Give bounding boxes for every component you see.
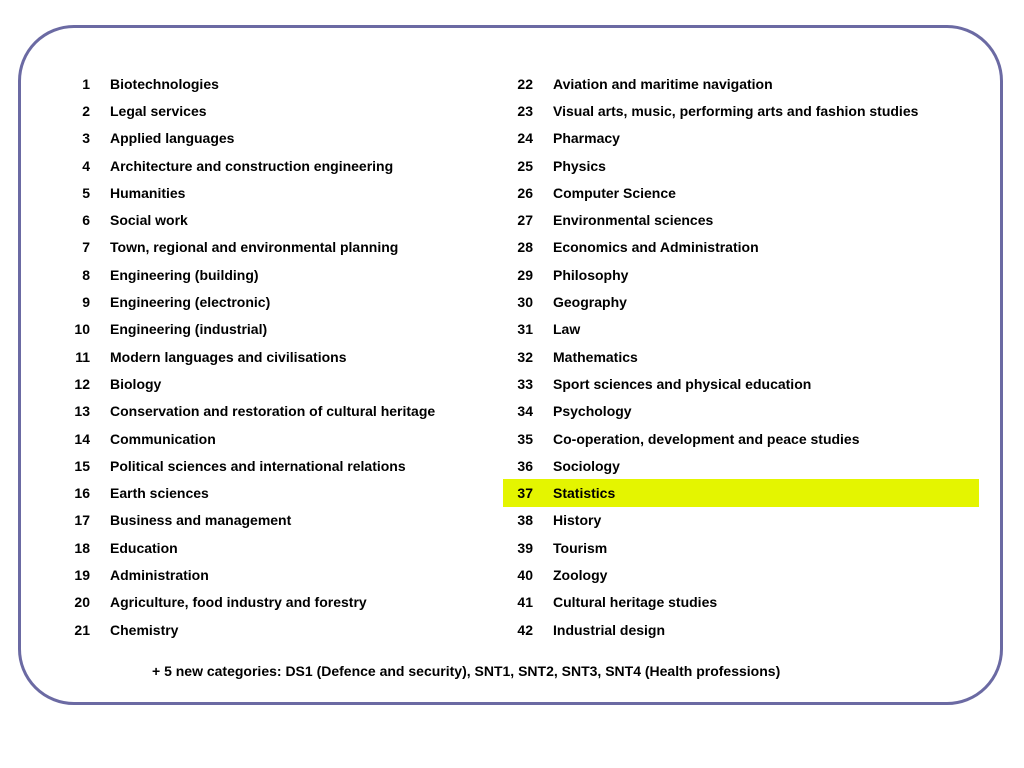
category-label: Visual arts, music, performing arts and fashion studies bbox=[553, 102, 919, 119]
category-number: 36 bbox=[517, 457, 533, 474]
category-row bbox=[503, 316, 979, 343]
category-label: Education bbox=[110, 539, 178, 556]
category-label: Computer Science bbox=[553, 184, 676, 201]
category-label: Co-operation, development and peace studies bbox=[553, 430, 860, 447]
category-row bbox=[60, 616, 480, 643]
category-number: 22 bbox=[517, 75, 533, 92]
category-number: 13 bbox=[74, 403, 90, 420]
category-label: Pharmacy bbox=[553, 130, 620, 147]
category-label: Industrial design bbox=[553, 621, 666, 638]
category-number: 15 bbox=[74, 457, 90, 474]
category-row bbox=[60, 425, 480, 452]
category-row bbox=[60, 70, 480, 97]
category-label: Aviation and maritime navigation bbox=[553, 75, 773, 92]
category-label: Administration bbox=[110, 566, 209, 583]
category-label: Tourism bbox=[553, 539, 608, 556]
category-row bbox=[60, 125, 480, 152]
category-row bbox=[60, 261, 480, 288]
category-row bbox=[503, 179, 979, 206]
category-row bbox=[503, 425, 979, 452]
category-label: Social work bbox=[110, 212, 188, 229]
category-number: 7 bbox=[82, 239, 90, 256]
category-label: Geography bbox=[553, 294, 627, 311]
category-row bbox=[60, 589, 480, 616]
category-label: Physics bbox=[553, 157, 606, 174]
category-number: 28 bbox=[517, 239, 533, 256]
category-row bbox=[503, 343, 979, 370]
category-label: Engineering (building) bbox=[110, 266, 259, 283]
category-number: 39 bbox=[517, 539, 533, 556]
category-row bbox=[503, 206, 979, 233]
category-number: 20 bbox=[74, 594, 90, 611]
category-label: Agriculture, food industry and forestry bbox=[110, 594, 367, 611]
category-row bbox=[503, 398, 979, 425]
category-label: History bbox=[553, 512, 602, 529]
category-number: 31 bbox=[517, 321, 533, 338]
category-number: 33 bbox=[517, 375, 533, 392]
category-label: Statistics bbox=[553, 485, 616, 502]
category-label: Business and management bbox=[110, 512, 292, 529]
category-label: Biotechnologies bbox=[110, 75, 219, 92]
category-number: 1 bbox=[82, 75, 90, 92]
category-row bbox=[60, 479, 480, 506]
category-number: 12 bbox=[74, 375, 90, 392]
category-label: Conservation and restoration of cultural heritage bbox=[110, 403, 436, 420]
category-number: 2 bbox=[82, 102, 90, 119]
category-label: Sociology bbox=[553, 457, 620, 474]
category-number: 21 bbox=[74, 621, 90, 638]
category-label: Law bbox=[553, 321, 581, 338]
category-label: Environmental sciences bbox=[553, 212, 714, 229]
category-number: 41 bbox=[517, 594, 533, 611]
footer-note: + 5 new categories: DS1 (Defence and security), SNT1, SNT2, SNT3, SNT4 (Health professions) bbox=[152, 663, 781, 679]
category-number: 26 bbox=[517, 184, 533, 201]
category-number: 35 bbox=[517, 430, 533, 447]
category-row bbox=[60, 179, 480, 206]
category-label: Communication bbox=[110, 430, 216, 447]
category-number: 34 bbox=[517, 403, 533, 420]
category-label: Architecture and construction engineering bbox=[110, 157, 394, 174]
category-number: 40 bbox=[517, 566, 533, 583]
category-number: 29 bbox=[517, 266, 533, 283]
category-label: Economics and Administration bbox=[553, 239, 759, 256]
category-label: Engineering (industrial) bbox=[110, 321, 268, 338]
category-number: 8 bbox=[82, 266, 90, 283]
category-row bbox=[503, 452, 979, 479]
category-row bbox=[60, 398, 480, 425]
category-row bbox=[60, 534, 480, 561]
category-number: 27 bbox=[517, 212, 533, 229]
category-number: 30 bbox=[517, 294, 533, 311]
category-number: 14 bbox=[74, 430, 90, 447]
category-number: 23 bbox=[517, 102, 533, 119]
category-row bbox=[60, 561, 480, 588]
category-number: 25 bbox=[517, 157, 533, 174]
category-number: 17 bbox=[74, 512, 90, 529]
category-row bbox=[503, 97, 979, 124]
category-row bbox=[60, 452, 480, 479]
category-label: Biology bbox=[110, 375, 162, 392]
category-row bbox=[503, 507, 979, 534]
category-number: 42 bbox=[517, 621, 533, 638]
category-number: 37 bbox=[517, 485, 533, 502]
category-row bbox=[60, 343, 480, 370]
category-label: Humanities bbox=[110, 184, 186, 201]
category-row bbox=[60, 288, 480, 315]
category-row bbox=[503, 70, 979, 97]
category-number: 38 bbox=[517, 512, 533, 529]
category-row bbox=[60, 316, 480, 343]
category-label: Earth sciences bbox=[110, 485, 209, 502]
category-label: Chemistry bbox=[110, 621, 179, 638]
category-label: Philosophy bbox=[553, 266, 629, 283]
category-row bbox=[503, 561, 979, 588]
category-row bbox=[503, 370, 979, 397]
category-label: Political sciences and international relations bbox=[110, 457, 406, 474]
category-number: 5 bbox=[82, 184, 90, 201]
category-label: Psychology bbox=[553, 403, 632, 420]
category-row-highlighted bbox=[503, 479, 979, 506]
category-row bbox=[503, 589, 979, 616]
category-row bbox=[60, 206, 480, 233]
category-row bbox=[503, 125, 979, 152]
category-number: 4 bbox=[82, 157, 90, 174]
category-row bbox=[60, 234, 480, 261]
right-category-list bbox=[503, 70, 979, 643]
category-row bbox=[503, 234, 979, 261]
category-number: 19 bbox=[74, 566, 90, 583]
category-row bbox=[503, 152, 979, 179]
category-label: Town, regional and environmental planning bbox=[110, 239, 399, 256]
category-label: Legal services bbox=[110, 102, 207, 119]
left-category-list bbox=[60, 70, 480, 643]
category-row bbox=[60, 97, 480, 124]
category-number: 18 bbox=[74, 539, 90, 556]
category-row bbox=[503, 534, 979, 561]
category-row bbox=[503, 261, 979, 288]
category-label: Applied languages bbox=[110, 130, 235, 147]
category-label: Zoology bbox=[553, 566, 608, 583]
category-number: 24 bbox=[517, 130, 533, 147]
category-row bbox=[503, 616, 979, 643]
category-label: Cultural heritage studies bbox=[553, 594, 718, 611]
category-number: 3 bbox=[82, 130, 90, 147]
category-number: 11 bbox=[75, 348, 90, 365]
category-label: Engineering (electronic) bbox=[110, 294, 271, 311]
category-row bbox=[60, 507, 480, 534]
category-row bbox=[60, 370, 480, 397]
category-label: Mathematics bbox=[553, 348, 638, 365]
category-number: 6 bbox=[82, 212, 90, 229]
category-row bbox=[503, 288, 979, 315]
category-number: 32 bbox=[517, 348, 533, 365]
category-number: 16 bbox=[74, 485, 90, 502]
category-row bbox=[60, 152, 480, 179]
category-label: Sport sciences and physical education bbox=[553, 375, 812, 392]
category-label: Modern languages and civilisations bbox=[110, 348, 347, 365]
category-number: 10 bbox=[74, 321, 90, 338]
category-number: 9 bbox=[82, 294, 90, 311]
